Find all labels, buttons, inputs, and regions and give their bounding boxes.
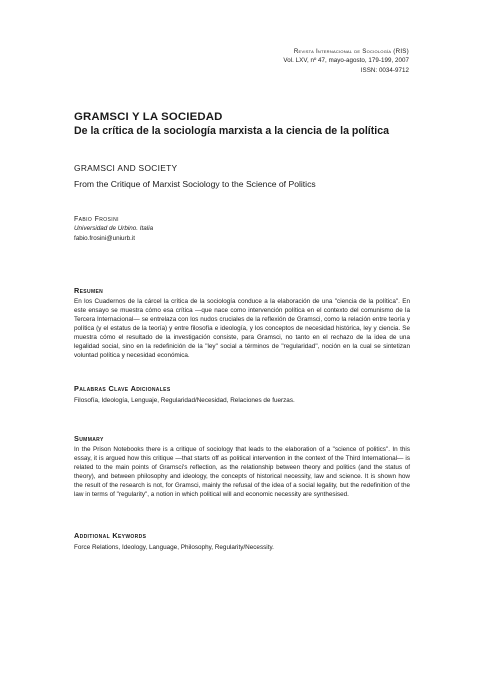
keywords-text: Force Relations, Ideology, Language, Philosophy, Regularity/Necessity. (74, 544, 274, 551)
author-affiliation: Universidad de Urbino. Italia (74, 225, 154, 233)
resumen-heading: Resumen (74, 286, 104, 295)
title-spanish: GRAMSCI Y LA SOCIEDAD (74, 111, 223, 123)
journal-volume: Vol. LXV, nº 47, mayo-agosto, 179-199, 2007 (283, 57, 409, 65)
summary-heading: Summary (74, 434, 104, 443)
summary-text: In the Prison Notebooks there is a critique of sociology that leads to the elaboration of a "science of politics". In this essay, it is argued how this critique —that starts off as political intervention in the context of the Third International— is related to the main points of Gramsci's reflection, as the relationship between theory and politics (and the status of theory), and between philosophy and ideology, the concepts of historical necessity, law and science. It is shown how the result of the research is not, for Gramsci, mainly the refusal of the idea of a social legality, but the redefinition of the law in terms of "regularity", a notion in which political will and economic necessity are synthesised. (74, 446, 410, 499)
journal-name: Revista Internacional de Sociología (RIS) (293, 48, 409, 55)
journal-issn: ISSN: 0034-9712 (360, 66, 409, 74)
author-name: Fabio Frosini (74, 216, 119, 223)
author-email[interactable]: fabio.frosini@uniurb.it (74, 234, 135, 242)
subtitle-spanish: De la crítica de la sociología marxista a la ciencia de la política (74, 125, 390, 137)
palabras-clave-text: Filosofía, Ideología, Lenguaje, Regularidad/Necesidad, Relaciones de fuerzas. (74, 397, 295, 404)
resumen-text: En los Cuadernos de la cárcel la crítica de la sociología conduce a la elaboración de una "ciencia de la política". En este ensayo se muestra cómo esa crítica —que nace como intervención política en el contexto del comunismo de la Tercera Internacional— se entrelaza con los nudos cruciales de la reflexión de Gramsci, como la relación entre teoría y política (y el estatus de la teoría) y entre filosofía e ideología, y los conceptos de necesidad histórica, ley y ciencia. Se muestra cómo el resultado de la investigación consiste, para Gramsci, no tanto en el rechazo de la idea de una legalidad social, sino en la redefinición de la "ley" social a términos de "regularidad", noción en la cual se sintetizan voluntad política y necesidad económica. (74, 298, 410, 360)
journal-header (283, 47, 409, 75)
author-block (74, 215, 153, 243)
title-english: GRAMSCI AND SOCIETY (74, 163, 178, 173)
palabras-clave-heading: Palabras Clave Adicionales (74, 384, 171, 393)
subtitle-english: From the Critique of Marxist Sociology to the Science of Politics (74, 179, 316, 189)
keywords-heading: Additional Keywords (74, 531, 147, 540)
